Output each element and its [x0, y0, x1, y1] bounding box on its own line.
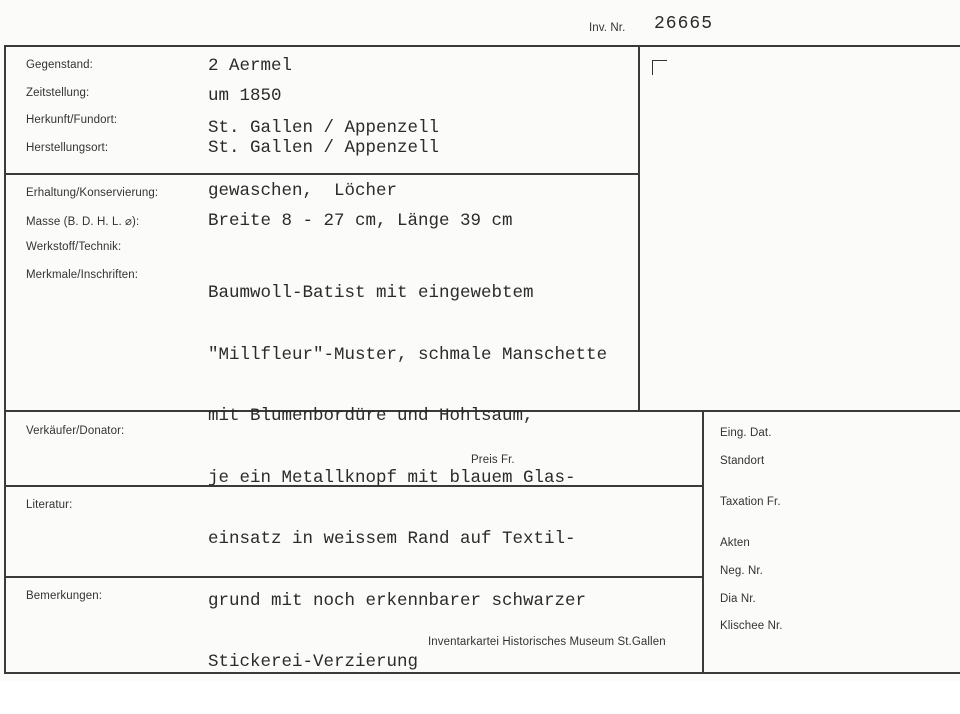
label-literatur: Literatur:	[26, 499, 73, 511]
value-masse: Breite 8 - 27 cm, Länge 39 cm	[208, 211, 513, 231]
label-preis: Preis Fr.	[471, 454, 515, 466]
label-neg-nr: Neg. Nr.	[720, 565, 763, 577]
top-border-line	[4, 45, 960, 47]
section-divider-1	[4, 173, 640, 175]
label-standort: Standort	[720, 455, 765, 467]
photo-corner-mark	[652, 60, 667, 75]
label-dia-nr: Dia Nr.	[720, 593, 756, 605]
description-line: mit Blumenbordüre und Hohlsaum,	[208, 406, 534, 426]
label-erhaltung: Erhaltung/Konservierung:	[26, 187, 159, 199]
label-taxation: Taxation Fr.	[720, 496, 781, 508]
value-gegenstand: 2 Aermel	[208, 56, 293, 76]
label-herstellungsort: Herstellungsort:	[26, 142, 109, 154]
description-line: einsatz in weissem Rand auf Textil-	[208, 529, 576, 549]
label-merkmale: Merkmale/Inschriften:	[26, 269, 139, 281]
label-gegenstand: Gegenstand:	[26, 59, 93, 71]
label-masse: Masse (B. D. H. L. ⌀):	[26, 216, 140, 228]
value-erhaltung: gewaschen, Löcher	[208, 181, 398, 201]
label-zeitstellung: Zeitstellung:	[26, 87, 90, 99]
label-eing-dat: Eing. Dat.	[720, 427, 772, 439]
label-bemerkungen: Bemerkungen:	[26, 590, 102, 602]
description-line: Stickerei-Verzierung	[208, 652, 419, 672]
right-column-divider	[702, 410, 704, 674]
inv-number-label: Inv. Nr.	[589, 22, 626, 34]
description-line: Baumwoll-Batist mit eingewebtem	[208, 283, 534, 303]
card-footer: Inventarkartei Historisches Museum St.Gallen	[428, 636, 666, 648]
label-werkstoff: Werkstoff/Technik:	[26, 241, 122, 253]
value-zeitstellung: um 1850	[208, 86, 282, 106]
description-line: je ein Metallknopf mit blauem Glas-	[208, 467, 576, 488]
description-line: grund mit noch erkennbarer schwarzer	[208, 590, 587, 611]
label-akten: Akten	[720, 537, 750, 549]
description-line: "Millfleur"-Muster, schmale Manschette	[208, 344, 608, 365]
photo-box-divider	[638, 45, 640, 412]
value-herkunft: St. Gallen / Appenzell	[208, 118, 440, 138]
label-verkaeufer: Verkäufer/Donator:	[26, 425, 125, 437]
label-herkunft: Herkunft/Fundort:	[26, 114, 118, 126]
value-herstellungsort: St. Gallen / Appenzell	[208, 138, 440, 158]
label-klischee-nr: Klischee Nr.	[720, 620, 783, 632]
inv-number: 26665	[654, 14, 714, 34]
